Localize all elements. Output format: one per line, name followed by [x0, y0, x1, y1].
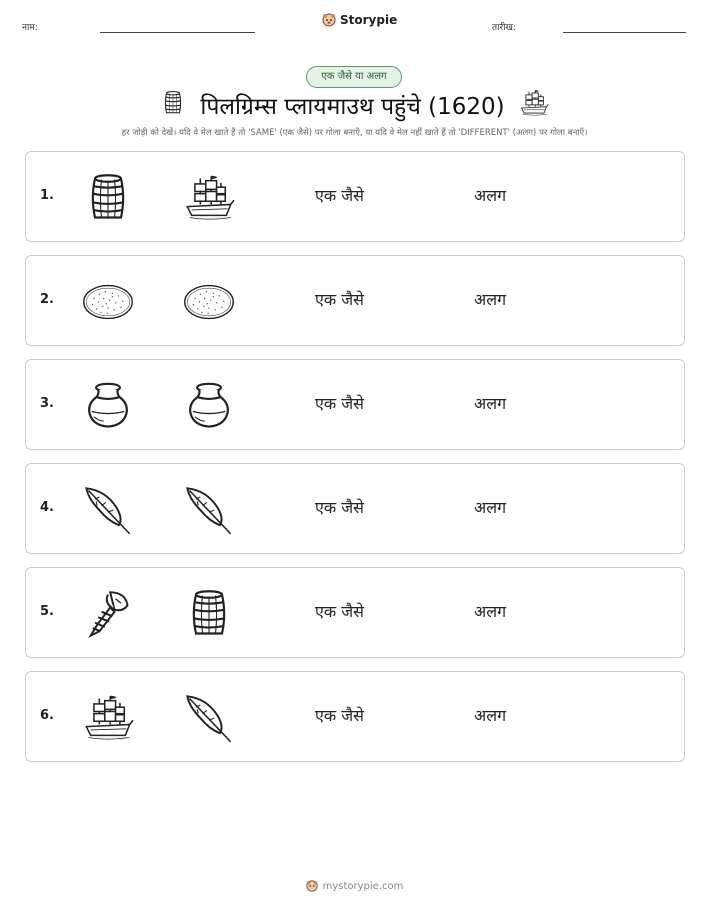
feather-icon [183, 484, 235, 536]
right-picture [179, 376, 239, 436]
question-number: 3. [40, 396, 54, 411]
storypie-mascot-icon [306, 880, 318, 892]
same-option[interactable]: एक जैसे [315, 394, 364, 413]
right-picture [179, 272, 239, 332]
left-picture [78, 480, 138, 540]
worksheet-type-badge: एक जैसे या अलग [306, 66, 402, 88]
question-number: 2. [40, 292, 54, 307]
ship-icon [183, 172, 235, 224]
left-picture [78, 688, 138, 748]
screw-icon [82, 588, 134, 640]
brand-name: Storypie [340, 13, 398, 27]
page-title: पिलग्रिम्स प्लायमाउथ पहुंचे (1620) [200, 94, 505, 120]
right-picture [179, 688, 239, 748]
same-option[interactable]: एक जैसे [315, 706, 364, 725]
brand-logo [322, 13, 397, 27]
different-option[interactable]: अलग [474, 394, 507, 413]
barrel-icon [183, 588, 235, 640]
bread-icon [183, 276, 235, 328]
left-picture [78, 584, 138, 644]
same-option[interactable]: एक जैसे [315, 498, 364, 517]
footer-url[interactable]: mystorypie.com [322, 880, 404, 892]
barrel-icon [160, 90, 186, 120]
name-field-line[interactable] [100, 32, 255, 33]
footer [0, 880, 709, 892]
ship-icon [82, 692, 134, 744]
ship-icon [519, 88, 549, 118]
date-field-line[interactable] [563, 32, 686, 33]
pot-icon [183, 380, 235, 432]
question-row [25, 151, 685, 242]
question-row [25, 463, 685, 554]
date-label: तारीख: [492, 23, 516, 33]
question-number: 1. [40, 188, 54, 203]
same-option[interactable]: एक जैसे [315, 186, 364, 205]
title-row [0, 88, 709, 122]
bread-icon [82, 276, 134, 328]
right-picture [179, 480, 239, 540]
right-picture [179, 168, 239, 228]
left-picture [78, 272, 138, 332]
different-option[interactable]: अलग [474, 498, 507, 517]
barrel-icon [160, 90, 186, 116]
question-row [25, 567, 685, 658]
same-option[interactable]: एक जैसे [315, 290, 364, 309]
question-number: 4. [40, 500, 54, 515]
question-row [25, 359, 685, 450]
instructions: हर जोड़ी को देखें। यदि वे मेल खाते हैं तो 'SAME' (एक जैसे) पर गोला बनाएँ, या यदि वे मेल नहीं खाते हैं तो 'DIFFERENT' (अलग) पर गोला बनाएँ। [121, 128, 588, 138]
barrel-icon [82, 172, 134, 224]
feather-icon [183, 692, 235, 744]
left-picture [78, 376, 138, 436]
different-option[interactable]: अलग [474, 706, 507, 725]
pot-icon [82, 380, 134, 432]
left-picture [78, 168, 138, 228]
ship-icon [519, 88, 549, 122]
question-row [25, 255, 685, 346]
question-row [25, 671, 685, 762]
right-picture [179, 584, 239, 644]
different-option[interactable]: अलग [474, 602, 507, 621]
question-number: 5. [40, 604, 54, 619]
question-number: 6. [40, 708, 54, 723]
feather-icon [82, 484, 134, 536]
different-option[interactable]: अलग [474, 186, 507, 205]
name-label: नाम: [22, 23, 38, 33]
storypie-mascot-icon [322, 13, 336, 27]
same-option[interactable]: एक जैसे [315, 602, 364, 621]
different-option[interactable]: अलग [474, 290, 507, 309]
